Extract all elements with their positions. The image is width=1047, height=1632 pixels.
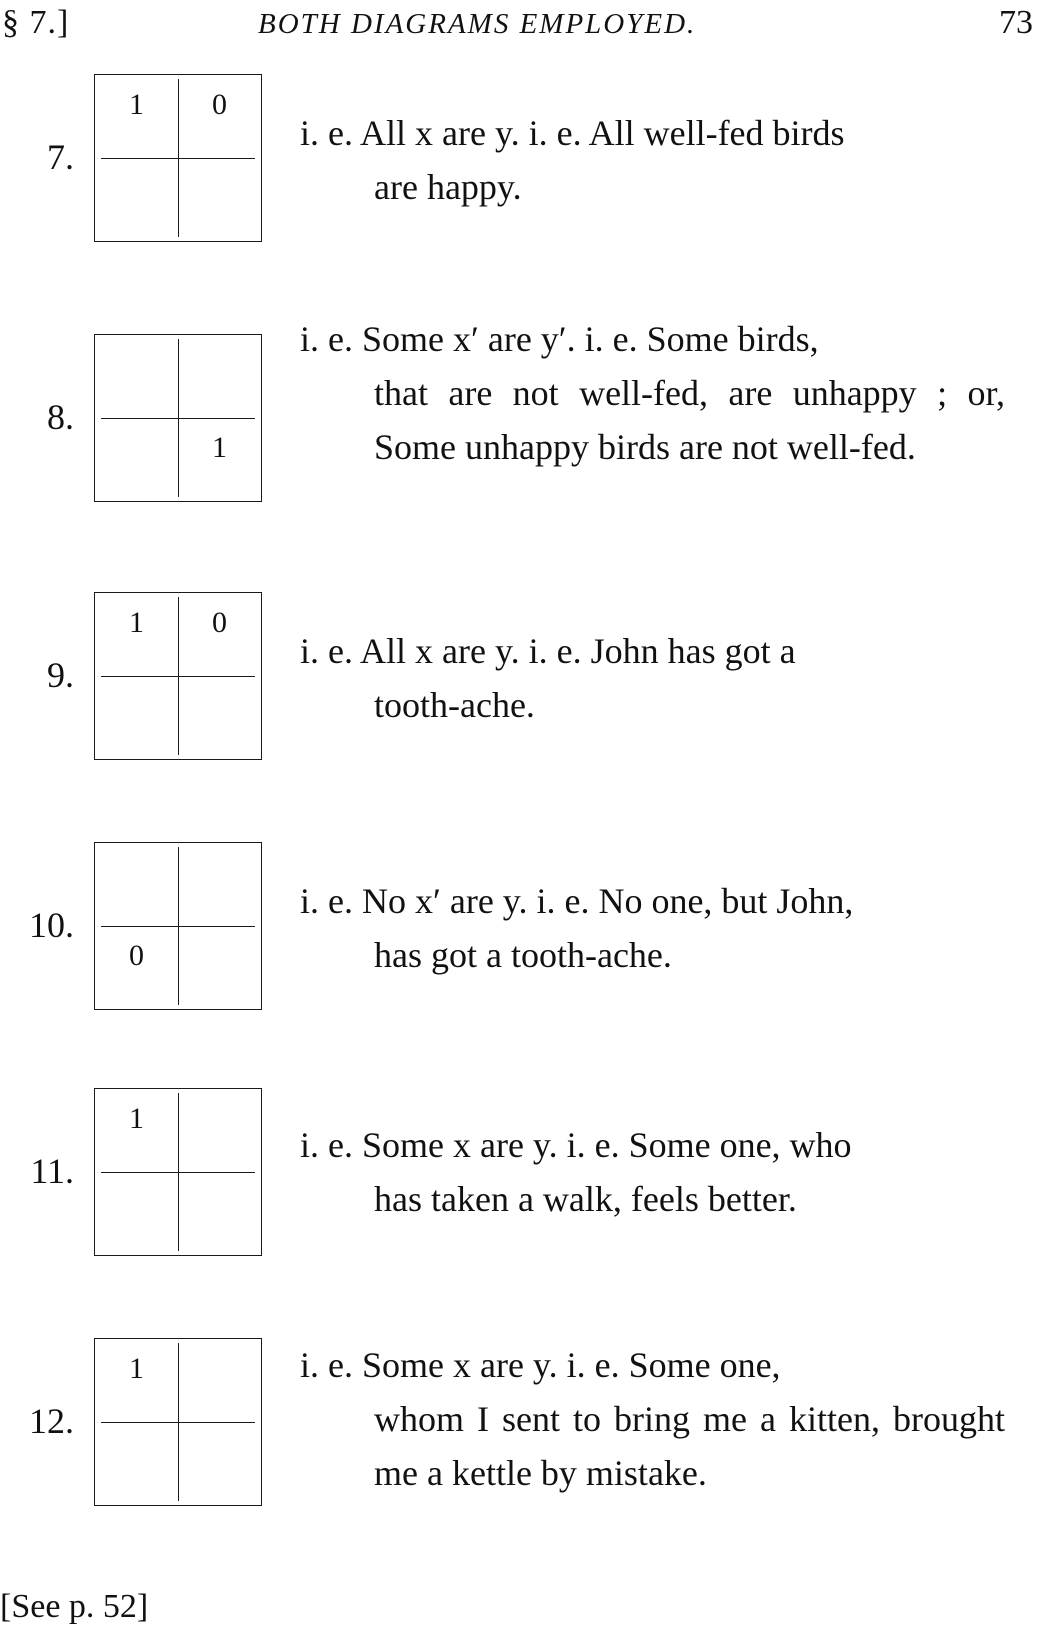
cell-xy-prime xyxy=(178,1339,261,1422)
item-number: 10. xyxy=(29,905,74,945)
section-marker: § 7.] xyxy=(2,4,70,41)
cell-xy: 1 xyxy=(129,1102,144,1135)
cell-x-prime-y-prime xyxy=(178,158,261,241)
explanation-text xyxy=(300,1118,1005,1226)
cell-x-prime-y xyxy=(95,1422,178,1505)
explanation-continuation: that are not well-fed, are unhappy ; or, Some unhappy birds are not well-fed. xyxy=(374,373,1005,467)
example-item xyxy=(0,592,1047,764)
explanation-text xyxy=(300,312,1005,474)
cell-xy xyxy=(95,843,178,926)
cell-x-prime-y: 0 xyxy=(129,939,144,972)
example-item xyxy=(0,1338,1047,1510)
explanation-continuation: tooth-ache. xyxy=(374,685,535,725)
cell-xy: 1 xyxy=(129,88,144,121)
page-header xyxy=(0,4,1047,44)
explanation-line-1: i. e. All x are y. i. e. All well-fed birds xyxy=(300,113,845,153)
biliteral-diagram xyxy=(94,592,262,760)
cell-xy-prime: 0 xyxy=(212,606,227,639)
cell-xy: 1 xyxy=(129,1352,144,1385)
item-number: 7. xyxy=(47,137,74,177)
example-item xyxy=(0,842,1047,1014)
page-number: 73 xyxy=(999,4,1033,41)
explanation-line-1: i. e. Some x are y. i. e. Some one, who xyxy=(300,1125,852,1165)
biliteral-diagram xyxy=(94,74,262,242)
cell-x-prime-y-prime xyxy=(178,1422,261,1505)
cell-x-prime-y xyxy=(95,158,178,241)
page-reference: [See p. 52] xyxy=(0,1588,149,1625)
cell-x-prime-y xyxy=(95,1172,178,1255)
explanation-continuation: whom I sent to bring me a kitten, brought me a kettle by mistake. xyxy=(374,1399,1005,1493)
explanation-continuation: are happy. xyxy=(374,167,522,207)
cell-x-prime-y xyxy=(95,676,178,759)
example-item xyxy=(0,319,1047,506)
item-number: 8. xyxy=(47,397,74,437)
cell-x-prime-y xyxy=(95,418,178,501)
cell-x-prime-y-prime: 1 xyxy=(212,431,227,464)
biliteral-diagram xyxy=(94,1088,262,1256)
explanation-line-1: i. e. No x′ are y. i. e. No one, but John, xyxy=(300,881,854,921)
running-title: BOTH DIAGRAMS EMPLOYED. xyxy=(258,8,697,40)
explanation-line-1: i. e. Some x′ are y′. i. e. Some birds, xyxy=(300,319,819,359)
cell-xy-prime xyxy=(178,335,261,418)
explanation-continuation: has taken a walk, feels better. xyxy=(374,1179,797,1219)
item-number: 9. xyxy=(47,655,74,695)
explanation-text xyxy=(300,624,1005,732)
explanation-text xyxy=(300,106,1005,214)
cell-x-prime-y-prime xyxy=(178,926,261,1009)
biliteral-diagram xyxy=(94,334,262,502)
example-item xyxy=(0,1088,1047,1260)
item-number: 12. xyxy=(29,1401,74,1441)
biliteral-diagram xyxy=(94,842,262,1010)
item-number: 11. xyxy=(30,1151,74,1191)
cell-xy-prime xyxy=(178,843,261,926)
explanation-line-1: i. e. All x are y. i. e. John has got a xyxy=(300,631,796,671)
explanation-line-1: i. e. Some x are y. i. e. Some one, xyxy=(300,1345,781,1385)
cell-xy-prime: 0 xyxy=(212,88,227,121)
explanation-continuation: has got a tooth-ache. xyxy=(374,935,672,975)
explanation-text xyxy=(300,874,1005,982)
cell-xy-prime xyxy=(178,1089,261,1172)
explanation-text xyxy=(300,1338,1005,1500)
cell-x-prime-y-prime xyxy=(178,1172,261,1255)
cell-xy xyxy=(95,335,178,418)
cell-x-prime-y-prime xyxy=(178,676,261,759)
biliteral-diagram xyxy=(94,1338,262,1506)
example-item xyxy=(0,74,1047,246)
cell-xy: 1 xyxy=(129,606,144,639)
